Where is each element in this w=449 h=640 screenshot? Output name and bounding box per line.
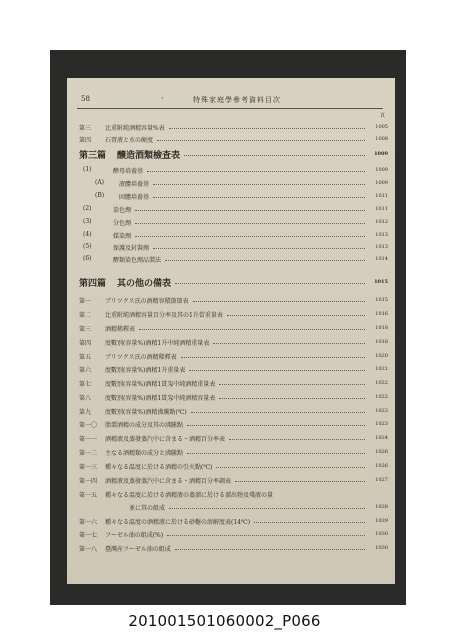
toc-entry (67, 448, 395, 458)
dot-leader (187, 453, 365, 454)
toc-entry (67, 462, 395, 472)
toc-entry (67, 503, 395, 513)
entry-page: 1028 (375, 504, 388, 510)
entry-page: 1011 (375, 193, 388, 199)
toc-entry (67, 123, 395, 133)
entry-number: 第一五 (79, 492, 98, 499)
page-column-label: 頁 (379, 113, 385, 119)
dot-leader (187, 425, 365, 426)
toc-entry (67, 530, 395, 540)
toc-entry (67, 420, 395, 430)
entry-number: 第一七 (79, 532, 98, 539)
entry-page: 1023 (375, 408, 388, 414)
entry-number: (2) (83, 205, 92, 212)
entry-number: 第一四 (79, 478, 98, 485)
dot-leader (213, 343, 365, 344)
dot-leader (157, 140, 365, 141)
dot-leader (227, 315, 365, 316)
entry-number: 第二 (79, 312, 92, 319)
entry-page: 1029 (375, 518, 388, 524)
entry-page: 1024 (375, 435, 388, 441)
entry-title: 主なる酒精類の成分と沸騰點 (105, 450, 184, 457)
dot-leader (219, 384, 365, 385)
entry-number: 第三 (79, 125, 92, 132)
entry-title: 酵母培養基 (113, 168, 144, 175)
entry-page: 1022 (375, 394, 388, 400)
entry-title: 液體培養基 (119, 181, 150, 188)
dot-leader (153, 197, 365, 198)
entry-page: 1026 (375, 449, 388, 455)
entry-number: (5) (83, 243, 92, 250)
entry-page: 1020 (375, 353, 388, 359)
entry-number: 第一三 (79, 464, 98, 471)
entry-title: 酒精稀釋表 (105, 326, 136, 333)
toc-entry (67, 544, 395, 554)
dot-leader (216, 467, 365, 468)
entry-title: 媒染劑 (113, 233, 132, 240)
toc-entry (67, 135, 395, 145)
entry-page: 1012 (375, 219, 388, 225)
entry-page: 1018 (375, 339, 388, 345)
dot-leader (167, 535, 365, 536)
toc-section (67, 148, 395, 161)
entry-number: 第四篇 (79, 279, 107, 289)
entry-number: 第一八 (79, 546, 98, 553)
dot-leader (139, 329, 365, 330)
entry-number: 第六 (79, 367, 92, 374)
dot-leader (193, 301, 365, 302)
entry-page: 1027 (375, 477, 388, 483)
entry-title: 度數別(容量%)酒精沸騰點(℃) (105, 409, 187, 416)
entry-number: 第四 (79, 340, 92, 347)
entry-title: 並に其の組成 (129, 505, 166, 512)
entry-title: 比重附純酒精容量%表 (105, 125, 165, 132)
dot-leader (175, 549, 365, 550)
entry-page: 1011 (375, 206, 388, 212)
image-caption: 201001501060002_P066 (128, 612, 321, 630)
entry-page: 1013 (375, 244, 388, 250)
entry-number: (4) (83, 231, 92, 238)
toc-entry (67, 231, 395, 241)
entry-number: 第一〇 (79, 422, 98, 429)
entry-number: 第九 (79, 409, 92, 416)
entry-page: 1030 (375, 531, 388, 537)
entry-page: 1015 (375, 297, 388, 303)
dot-leader (191, 412, 365, 413)
toc-entry (67, 407, 395, 417)
entry-title: 酒精液及蒸發蒸汽中に含まる・酒精百分率表 (105, 436, 226, 443)
entry-number: 第一 (79, 298, 92, 305)
entry-number: 第七 (79, 381, 92, 388)
entry-title: 固體培養基 (119, 194, 150, 201)
entry-page: 1014 (375, 256, 388, 262)
dot-leader (169, 128, 365, 129)
entry-page: 1026 (375, 463, 388, 469)
toc-entry (67, 218, 395, 228)
entry-number: (1) (83, 166, 92, 173)
dot-leader (165, 260, 365, 261)
toc-entry (67, 490, 395, 500)
entry-page: 1030 (375, 545, 388, 551)
entry-page: 1018 (375, 325, 388, 331)
toc-entry (67, 338, 395, 348)
entry-title: フーゼル油の組成(%) (105, 532, 164, 539)
entry-number: 第一二 (79, 450, 98, 457)
dot-leader (135, 210, 365, 211)
entry-title: ブリツクス氏の酒精稀釋表 (105, 354, 177, 361)
dot-leader (181, 357, 365, 358)
entry-title: 種々なる温度に於ける酒精の引火點(℃) (105, 464, 213, 471)
page-number: 58 (81, 95, 90, 103)
entry-number: 第一六 (79, 519, 98, 526)
document-page (67, 78, 395, 584)
toc-entry (67, 517, 395, 527)
entry-title: 醸造酒類檢査表 (117, 151, 181, 161)
entry-title: 酵類染色劑品製法 (113, 257, 162, 264)
entry-page: 1009 (375, 180, 388, 186)
header-rule (77, 108, 383, 109)
dot-leader (219, 398, 365, 399)
toc-entry (67, 166, 395, 176)
header-separator: · (161, 94, 164, 103)
entry-page: 1021 (375, 366, 388, 372)
running-title: 特殊家庭學參考資料目次 (193, 96, 281, 104)
entry-page: 1015 (374, 279, 388, 285)
entry-title: 酒精液及蒸發蒸汽中に含まる・酒精百分率調表 (105, 478, 232, 485)
entry-page: 1005 (375, 124, 388, 130)
entry-title: 比重附純酒精容量百分率及其の1升當重量表 (105, 312, 223, 319)
toc-entry (67, 310, 395, 320)
toc-entry (67, 205, 395, 215)
entry-number: 第三 (79, 326, 92, 333)
dot-leader (135, 223, 365, 224)
entry-title: 種々なる温度の酒精液に於ける砂糖の溶解度表(14℃) (105, 519, 251, 526)
toc-entry (67, 192, 395, 202)
entry-number: (6) (83, 255, 92, 262)
entry-number: (B) (95, 192, 105, 199)
entry-title: 染色劑 (113, 207, 132, 214)
entry-title: ブリツクス氏の酒精容積節節表 (105, 298, 189, 305)
entry-page: 1009 (375, 167, 388, 173)
entry-title: 保護及封裝劑 (113, 245, 150, 252)
toc-entry (67, 255, 395, 265)
entry-title: 種々なる温度に於ける酒精液の蒸溜に於ける溜出物及殘液の量 (105, 492, 274, 499)
dot-leader (135, 236, 365, 237)
entry-title: 度數別(容量%)酒精1升中純酒精重量表 (105, 340, 210, 347)
entry-page: 1008 (375, 136, 388, 142)
entry-title: 其の他の備表 (117, 279, 172, 289)
dot-leader (153, 184, 365, 185)
toc-entry (67, 352, 395, 362)
dot-leader (254, 522, 365, 523)
toc-entry (67, 393, 395, 403)
entry-title: 度數別(容量%)酒精1貫匁中純酒精容量表 (105, 395, 216, 402)
entry-number: 第五 (79, 354, 92, 361)
dot-leader (235, 481, 365, 482)
toc-entry (67, 365, 395, 375)
entry-title: 度數別(容量%)酒精1貫匁中純酒精重量表 (105, 381, 216, 388)
entry-title: 臺灣産フーゼル油の組成 (105, 546, 171, 553)
toc-entry (67, 379, 395, 389)
entry-page: 1016 (375, 311, 388, 317)
entry-page: 1023 (375, 421, 388, 427)
dot-leader (147, 171, 365, 172)
toc-entry (67, 243, 395, 253)
entry-title: 度數別(容量%)酒精1升重量表 (105, 367, 186, 374)
entry-number: (3) (83, 218, 92, 225)
entry-number: (A) (95, 179, 105, 186)
entry-title: 脂製酒精の成分及其の沸騰點 (105, 422, 184, 429)
entry-title: 石膏液と水の硬度 (105, 137, 154, 144)
entry-page: 1009 (374, 151, 388, 157)
toc-section (67, 276, 395, 289)
entry-number: 第四 (79, 137, 92, 144)
toc-entry (67, 296, 395, 306)
dot-leader (189, 370, 365, 371)
dot-leader (184, 155, 365, 156)
dot-leader (153, 248, 365, 249)
toc-entry (67, 476, 395, 486)
entry-page: 1022 (375, 380, 388, 386)
dot-leader (175, 283, 365, 284)
entry-title: 分色劑 (113, 220, 132, 227)
dot-leader (169, 508, 365, 509)
dot-leader (229, 439, 365, 440)
entry-page: 1013 (375, 232, 388, 238)
entry-number: 第八 (79, 395, 92, 402)
page-header (67, 95, 395, 109)
entry-number: 第一一 (79, 436, 98, 443)
toc-entry (67, 179, 395, 189)
entry-number: 第三篇 (79, 151, 107, 161)
toc-entry (67, 324, 395, 334)
toc-entry (67, 434, 395, 444)
